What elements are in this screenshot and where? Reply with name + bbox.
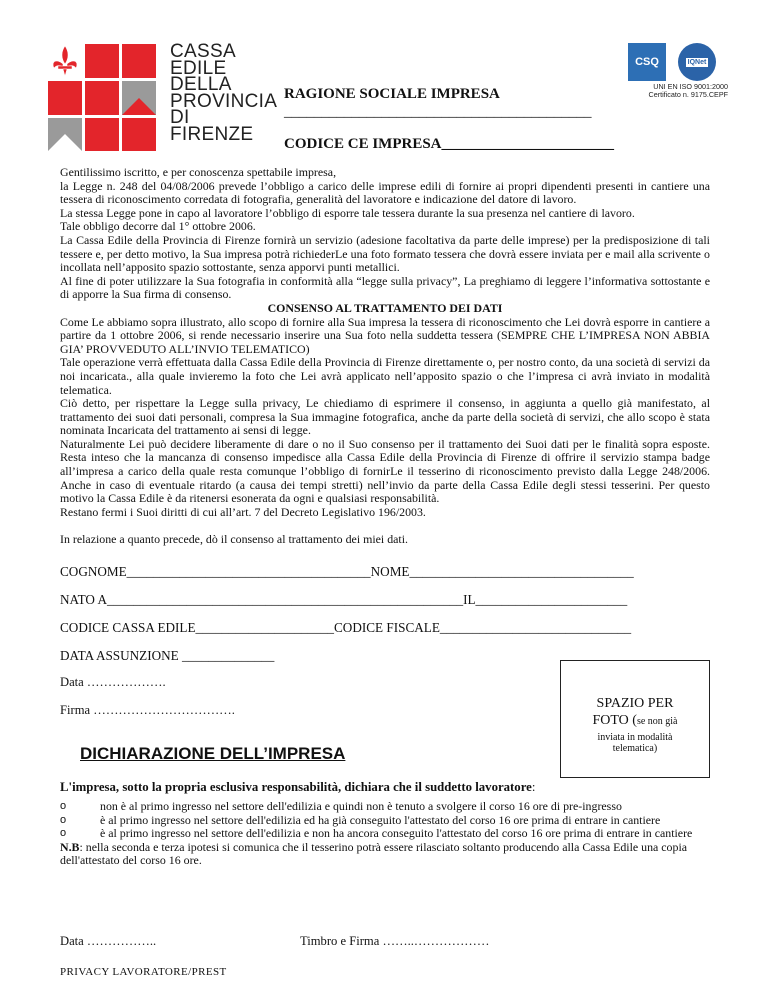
- logo-line: DI: [170, 107, 190, 128]
- option-text: è al primo ingresso nel settore dell'edilizia ed ha già conseguito l'attestato del corso 16 ore prima di entrare in cantiere: [100, 812, 661, 827]
- nato-line[interactable]: ______________________________________________________: [107, 592, 464, 607]
- firma-field[interactable]: Firma …………………………….: [60, 703, 235, 717]
- photo-label-2-main: FOTO (: [592, 713, 637, 728]
- paragraph: la Legge n. 248 del 04/08/2006 prevede l’obbligo a carico delle imprese edili di fornire ai propri dipendenti presenti in cantiere una tessera di riconoscimento corredata di fotografia, generalità del lavoratore e indicazione del datore di lavoro.: [60, 178, 710, 207]
- paragraph: Tale obbligo decorre dal 1° ottobre 2006.: [60, 219, 256, 234]
- cert-line-1: UNI EN ISO 9001:2000: [653, 82, 728, 91]
- nato-label: NATO A: [60, 592, 108, 607]
- data-assunzione-row: [60, 648, 274, 664]
- checkbox-circle-icon: o: [60, 813, 67, 826]
- paragraph: La stessa Legge pone in capo al lavoratore l’obbligo di esporre tale tessera durante la sua presenza nel cantiere di lavoro.: [60, 205, 635, 220]
- dichiarazione-intro: [60, 780, 535, 795]
- codice-cassa-line[interactable]: _____________________: [195, 620, 335, 635]
- checkbox-circle-icon: o: [60, 800, 67, 812]
- codice-ce-label: [284, 136, 614, 153]
- dichiarazione-data-field[interactable]: Data ……………..: [60, 934, 157, 948]
- option-item[interactable]: [60, 800, 710, 814]
- ragione-sociale-line[interactable]: _________________________________________: [284, 104, 592, 120]
- option-text: non è al primo ingresso nel settore dell'edilizia e quindi non è tenuto a svolgere il corso 16 ore di pre-ingresso: [100, 799, 622, 813]
- photo-space[interactable]: [560, 660, 710, 778]
- dichiarazione-title: DICHIARAZIONE DELL’IMPRESA: [80, 744, 346, 763]
- footer-code: PRIVACY LAVORATORE/PREST: [60, 966, 227, 978]
- data-assunzione-line[interactable]: ______________: [182, 648, 275, 663]
- photo-label-2: [561, 712, 709, 730]
- letter-body: [60, 166, 710, 547]
- codice-ce-line[interactable]: _______________________: [441, 136, 615, 152]
- cognome-label: COGNOME: [60, 564, 127, 579]
- consent-title: CONSENSO AL TRATTAMENTO DEI DATI: [267, 300, 503, 315]
- logo-mark: [48, 44, 158, 151]
- photo-label-1: SPAZIO PER: [596, 696, 674, 711]
- codice-fiscale-label: CODICE FISCALE: [334, 620, 440, 635]
- nb-text: : nella seconda e terza ipotesi si comunica che il tesserino potrà essere rilasciato soltanto producendo alla Cassa Edile una copia dell'attestato del corso 16 ore.: [60, 839, 688, 868]
- logo-line: EDILE: [170, 57, 227, 79]
- logo-wordmark: [170, 41, 278, 145]
- paragraph: In relazione a quanto precede, dò il consenso al trattamento dei miei dati.: [60, 532, 408, 547]
- codice-fiscale-line[interactable]: _____________________________: [439, 620, 632, 635]
- photo-label-3: inviata in modalità telematica): [597, 732, 673, 754]
- cognome-line[interactable]: _____________________________________: [126, 564, 371, 579]
- photo-label-2-small: se non già: [636, 716, 678, 727]
- logo-line: FIRENZE: [170, 123, 254, 145]
- il-line[interactable]: _______________________: [475, 592, 628, 607]
- paragraph: Gentilissimo iscritto, e per conoscenza spettabile impresa,: [60, 165, 337, 179]
- certification-text: [624, 83, 728, 99]
- nb-label: N.B: [60, 839, 80, 854]
- ragione-sociale-label: RAGIONE SOCIALE IMPRESA: [284, 86, 500, 102]
- iqnet-text: IQNet: [687, 58, 707, 66]
- paragraph: Restano fermi i Suoi diritti di cui all’art. 7 del Decreto Legislativo 196/2003.: [60, 504, 426, 519]
- fleur-de-lis-icon: [53, 46, 77, 76]
- paragraph: La Cassa Edile della Provincia di Firenze fornirà un servizio (adesione facoltativa da parte delle imprese) per la predisposizione di tali tessere e, per detto motivo, la Sua impresa potrà richiederLe una foto formato tessera che dovrà essere inviata per e mail alla scrivente o incollata nell’apposito spazio sottostante, senza apporvi punti metallici.: [60, 232, 710, 275]
- intro-bold: L'impresa, sotto la propria esclusiva responsabilità, dichiara che il suddetto lavoratore: [60, 780, 532, 794]
- iqnet-badge-icon: [678, 43, 716, 81]
- logo-line: PROVINCIA: [170, 90, 278, 112]
- paragraph: Al fine di poter utilizzare la Sua fotografia in conformità alla “legge sulla privacy”, La preghiamo di leggere l’informativa sottostante e di apporre la Sua firma di consenso.: [60, 273, 710, 302]
- paragraph: Naturalmente Lei può decidere liberamente di dare o no il Suo consenso per il trattamento dei Suoi dati per le finalità sopra esposte. Resta inteso che la mancanza di consenso impedisce alla Cassa Edile della Provincia di Firenze di offrire il servizio stampa badge all’impresa a carico della quale resta comunque l’obbligo di fornirLe il tesserino di riconoscimento previsto dalla Legge 248/2006. Anche in caso di eventuale ritardo (a causa dei tempi stretti) nell’invio da parte della Cassa Edile degli stessi tesserini. Per questo motivo la Cassa Edile è da ritenersi esonerata da ogni e qualsiasi responsabilità.: [60, 436, 710, 506]
- paragraph: Come Le abbiamo sopra illustrato, allo scopo di fornire alla Sua impresa la tessera di riconoscimento che Lei dovrà esporre in cantiere a partire da 1 ottobre 2006, si rende necessario inserire una Sua foto nella suddetta tessera (SEMPRE CHE L’IMPRESA NON ABBIA GIA’ PROVVEDUTO ALL’INVIO TELEMATICO): [60, 314, 710, 356]
- nato-il-row: [60, 592, 627, 608]
- il-label: IL: [463, 592, 476, 607]
- paragraph: Tale operazione verrà effettuata dalla Cassa Edile della Provincia di Firenze direttamente o, per nostro conto, da una società di servizi da noi incaricata., alla quale invieremo la foto che Lei avrà applicato nell’apposito spazio o che l’impresa ci avrà inviato in modalità telematica.: [60, 355, 710, 397]
- paragraph: Ciò detto, per rispettare la Legge sulla privacy, Le chiediamo di esprimere il consenso, in aggiunta a quello già manifestato, al trattamento dei suoi dati personali, compresa la Sua immagine fotografica, anche da parte della società di servizi, che allo scopo è stata nominata Incaricata del trattamento ai sensi di legge.: [60, 396, 710, 438]
- timbro-firma-field[interactable]: Timbro e Firma ……..………………: [300, 934, 490, 948]
- data-assunzione-label: DATA ASSUNZIONE: [60, 648, 179, 663]
- option-item[interactable]: [60, 827, 710, 841]
- option-item[interactable]: [60, 814, 710, 828]
- logo-line: CASSA: [170, 41, 236, 62]
- codici-row: [60, 620, 631, 636]
- codice-cassa-label: CODICE CASSA EDILE: [60, 620, 196, 635]
- csq-badge-icon: [628, 43, 666, 81]
- cert-line-2: Certificato n. 9175.CEPF: [648, 90, 728, 99]
- csq-text: CSQ: [635, 56, 659, 68]
- intro-colon: :: [531, 780, 536, 794]
- nome-line[interactable]: __________________________________: [409, 564, 634, 579]
- logo-line: DELLA: [170, 74, 232, 95]
- nome-label: NOME: [370, 564, 410, 579]
- checkbox-circle-icon: o: [60, 827, 67, 840]
- cognome-nome-row: [60, 564, 634, 580]
- data-field[interactable]: Data ……………….: [60, 675, 166, 689]
- codice-ce-text: CODICE CE IMPRESA: [284, 136, 442, 152]
- option-text: è al primo ingresso nel settore dell'edilizia e non ha ancora conseguito l'attestato del corso 16 ore prima di entrare in cantiere: [100, 826, 693, 841]
- nb-note: [60, 841, 710, 868]
- dichiarazione-options: [60, 800, 710, 868]
